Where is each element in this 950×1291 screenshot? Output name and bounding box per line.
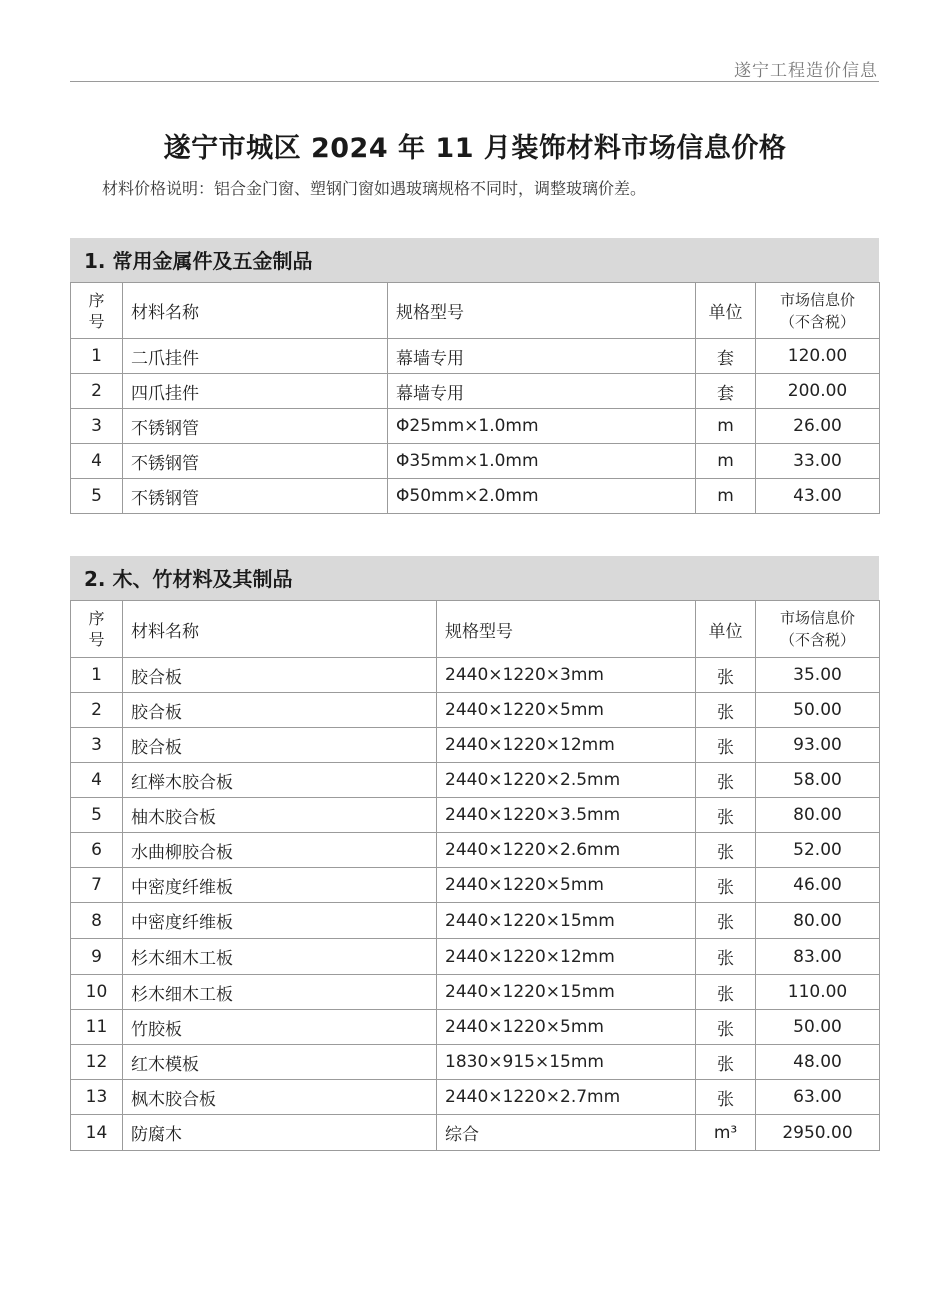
row-unit: 张 bbox=[696, 833, 756, 868]
price-note: 材料价格说明：铝合金门窗、塑钢门窗如遇玻璃规格不同时，调整玻璃价差。 bbox=[102, 179, 647, 198]
row-unit: 张 bbox=[696, 693, 756, 728]
row-name: 二爪挂件 bbox=[123, 339, 388, 374]
row-name: 中密度纤维板 bbox=[123, 868, 437, 903]
row-unit: 张 bbox=[696, 658, 756, 693]
section-title-wood: 2. 木、竹材料及其制品 bbox=[70, 556, 879, 600]
row-price: 52.00 bbox=[756, 833, 880, 868]
row-spec: Φ50mm×2.0mm bbox=[388, 479, 696, 514]
row-no: 6 bbox=[71, 833, 123, 868]
row-price: 93.00 bbox=[756, 728, 880, 763]
row-unit: 张 bbox=[696, 798, 756, 833]
row-no: 5 bbox=[71, 479, 123, 514]
row-name: 竹胶板 bbox=[123, 1010, 437, 1045]
table-row bbox=[71, 479, 880, 514]
row-name: 水曲柳胶合板 bbox=[123, 833, 437, 868]
col-header-spec: 规格型号 bbox=[437, 601, 696, 658]
row-no: 10 bbox=[71, 975, 123, 1010]
row-name: 枫木胶合板 bbox=[123, 1080, 437, 1115]
table-row bbox=[71, 728, 880, 763]
row-price: 2950.00 bbox=[756, 1115, 880, 1151]
col-header-no: 序 号 bbox=[71, 601, 123, 658]
row-unit: 张 bbox=[696, 728, 756, 763]
row-price: 43.00 bbox=[756, 479, 880, 514]
row-unit: 张 bbox=[696, 1045, 756, 1080]
row-unit: m bbox=[696, 479, 756, 514]
row-spec: 2440×1220×2.6mm bbox=[437, 833, 696, 868]
row-spec: 2440×1220×5mm bbox=[437, 868, 696, 903]
row-spec: 1830×915×15mm bbox=[437, 1045, 696, 1080]
row-spec: 2440×1220×5mm bbox=[437, 693, 696, 728]
table-row bbox=[71, 693, 880, 728]
row-unit: 张 bbox=[696, 763, 756, 798]
section-title-metal: 1. 常用金属件及五金制品 bbox=[70, 238, 879, 282]
row-no: 3 bbox=[71, 409, 123, 444]
table-row bbox=[71, 374, 880, 409]
row-unit: 张 bbox=[696, 939, 756, 975]
col-header-price: 市场信息价 （不含税） bbox=[756, 283, 880, 339]
table-row bbox=[71, 1080, 880, 1115]
row-name: 中密度纤维板 bbox=[123, 903, 437, 939]
row-spec: 2440×1220×2.7mm bbox=[437, 1080, 696, 1115]
row-no: 2 bbox=[71, 374, 123, 409]
table-row bbox=[71, 409, 880, 444]
row-no: 4 bbox=[71, 444, 123, 479]
row-price: 48.00 bbox=[756, 1045, 880, 1080]
row-price: 63.00 bbox=[756, 1080, 880, 1115]
row-name: 红木模板 bbox=[123, 1045, 437, 1080]
row-unit: 张 bbox=[696, 868, 756, 903]
table-row bbox=[71, 798, 880, 833]
row-unit: 张 bbox=[696, 1080, 756, 1115]
row-name: 胶合板 bbox=[123, 658, 437, 693]
row-spec: Φ25mm×1.0mm bbox=[388, 409, 696, 444]
table-row bbox=[71, 903, 880, 939]
row-name: 杉木细木工板 bbox=[123, 975, 437, 1010]
table-row bbox=[71, 1045, 880, 1080]
table-row bbox=[71, 868, 880, 903]
table-row bbox=[71, 975, 880, 1010]
table-row bbox=[71, 444, 880, 479]
row-spec: 2440×1220×3.5mm bbox=[437, 798, 696, 833]
row-price: 50.00 bbox=[756, 1010, 880, 1045]
row-no: 7 bbox=[71, 868, 123, 903]
row-unit: 套 bbox=[696, 339, 756, 374]
row-name: 防腐木 bbox=[123, 1115, 437, 1151]
row-no: 14 bbox=[71, 1115, 123, 1151]
row-unit: 张 bbox=[696, 975, 756, 1010]
col-header-name: 材料名称 bbox=[123, 601, 437, 658]
row-price: 46.00 bbox=[756, 868, 880, 903]
row-name: 不锈钢管 bbox=[123, 479, 388, 514]
row-unit: 套 bbox=[696, 374, 756, 409]
row-price: 83.00 bbox=[756, 939, 880, 975]
table-header-row bbox=[71, 601, 880, 658]
row-price: 80.00 bbox=[756, 903, 880, 939]
row-price: 50.00 bbox=[756, 693, 880, 728]
table-row bbox=[71, 658, 880, 693]
col-header-spec: 规格型号 bbox=[388, 283, 696, 339]
row-name: 杉木细木工板 bbox=[123, 939, 437, 975]
row-price: 35.00 bbox=[756, 658, 880, 693]
row-spec: 幕墙专用 bbox=[388, 374, 696, 409]
page-title: 遂宁市城区 2024 年 11 月装饰材料市场信息价格 bbox=[163, 133, 787, 164]
row-no: 2 bbox=[71, 693, 123, 728]
row-price: 200.00 bbox=[756, 374, 880, 409]
table-row bbox=[71, 763, 880, 798]
row-no: 12 bbox=[71, 1045, 123, 1080]
table-row bbox=[71, 833, 880, 868]
row-name: 四爪挂件 bbox=[123, 374, 388, 409]
row-name: 胶合板 bbox=[123, 728, 437, 763]
col-header-name: 材料名称 bbox=[123, 283, 388, 339]
col-header-price: 市场信息价 （不含税） bbox=[756, 601, 880, 658]
row-unit: 张 bbox=[696, 903, 756, 939]
publication-name: 遂宁工程造价信息 bbox=[734, 61, 878, 81]
row-spec: 2440×1220×5mm bbox=[437, 1010, 696, 1045]
row-name: 胶合板 bbox=[123, 693, 437, 728]
row-name: 不锈钢管 bbox=[123, 409, 388, 444]
row-name: 红榉木胶合板 bbox=[123, 763, 437, 798]
row-name: 不锈钢管 bbox=[123, 444, 388, 479]
row-no: 11 bbox=[71, 1010, 123, 1045]
col-header-unit: 单位 bbox=[696, 283, 756, 339]
row-price: 120.00 bbox=[756, 339, 880, 374]
row-no: 1 bbox=[71, 339, 123, 374]
table-row bbox=[71, 939, 880, 975]
row-spec: 2440×1220×15mm bbox=[437, 903, 696, 939]
table-row bbox=[71, 339, 880, 374]
row-no: 5 bbox=[71, 798, 123, 833]
row-spec: 2440×1220×12mm bbox=[437, 939, 696, 975]
row-no: 4 bbox=[71, 763, 123, 798]
row-spec: 2440×1220×3mm bbox=[437, 658, 696, 693]
header-divider bbox=[70, 81, 879, 82]
col-header-no: 序 号 bbox=[71, 283, 123, 339]
row-no: 8 bbox=[71, 903, 123, 939]
row-spec: 2440×1220×12mm bbox=[437, 728, 696, 763]
table-row bbox=[71, 1010, 880, 1045]
col-header-unit: 单位 bbox=[696, 601, 756, 658]
table-row bbox=[71, 1115, 880, 1151]
wood-price-table bbox=[70, 600, 880, 1151]
row-spec: 2440×1220×15mm bbox=[437, 975, 696, 1010]
row-price: 58.00 bbox=[756, 763, 880, 798]
row-spec: Φ35mm×1.0mm bbox=[388, 444, 696, 479]
row-no: 13 bbox=[71, 1080, 123, 1115]
row-price: 110.00 bbox=[756, 975, 880, 1010]
row-price: 80.00 bbox=[756, 798, 880, 833]
row-spec: 综合 bbox=[437, 1115, 696, 1151]
table-header-row bbox=[71, 283, 880, 339]
row-price: 26.00 bbox=[756, 409, 880, 444]
row-spec: 幕墙专用 bbox=[388, 339, 696, 374]
row-unit: 张 bbox=[696, 1010, 756, 1045]
row-no: 1 bbox=[71, 658, 123, 693]
row-unit: m bbox=[696, 409, 756, 444]
row-no: 3 bbox=[71, 728, 123, 763]
row-unit: m bbox=[696, 444, 756, 479]
row-unit: m³ bbox=[696, 1115, 756, 1151]
row-spec: 2440×1220×2.5mm bbox=[437, 763, 696, 798]
row-no: 9 bbox=[71, 939, 123, 975]
metal-price-table bbox=[70, 282, 880, 514]
row-price: 33.00 bbox=[756, 444, 880, 479]
row-name: 柚木胶合板 bbox=[123, 798, 437, 833]
